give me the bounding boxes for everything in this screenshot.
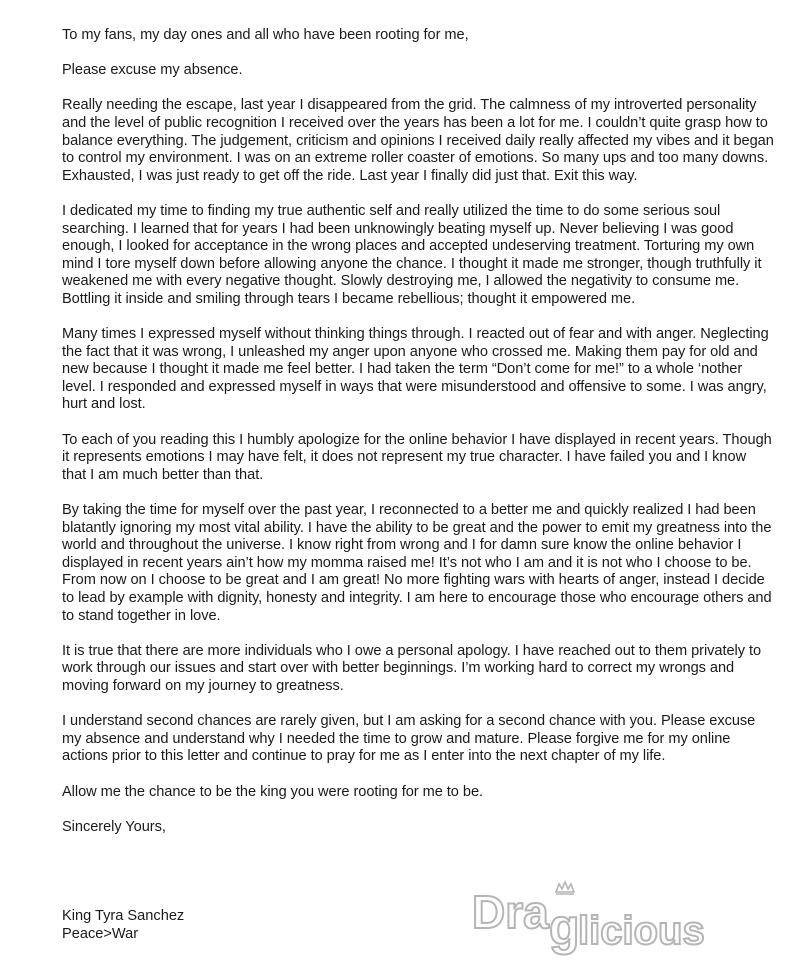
letter-body <box>62 27 774 854</box>
signature-block <box>62 908 184 943</box>
signature-tagline: Peace>War <box>62 925 139 942</box>
letter-paragraph: To each of you reading this I humbly apologize for the online behavior I have displayed in recent years. Though it represents emotions I may have felt, it does not represent my true character. I have failed you and I know that I am much better than that. <box>62 431 772 483</box>
signature-name: King Tyra Sanchez <box>62 908 185 924</box>
letter-paragraph: Many times I expressed myself without thinking things through. I reacted out of fear and with anger. Neglecting the fact that it was wrong, I unleashed my anger upon anyone who crossed me. Making them pay for old and new because I thought it made me feel better. I had taken the term “Don’t come for me!” to a whole ‘nother level. I responded and expressed myself in ways that were misunderstood and offensive to some. I was angry, hurt and lost. <box>62 326 769 413</box>
crown-icon <box>556 882 574 894</box>
letter-closing: Sincerely Yours, <box>62 818 166 835</box>
letter-paragraph: It is true that there are more individuals who I owe a personal apology. I have reached out to them privately to work through our issues and start over with better beginnings. I’m working hard to correct my wrongs and moving forward on my journey to greatness. <box>62 642 762 694</box>
letter-paragraph: I understand second chances are rarely given, but I am asking for a second chance with you. Please excuse my absence and understand why I needed the time to grow and mature. Please forgive me for my online actions prior to this letter and continue to pray for me as I enter into the next chapter of my life. <box>62 713 756 765</box>
letter-paragraph: Please excuse my absence. <box>62 62 243 79</box>
watermark-text-licious: licious <box>578 909 705 953</box>
letter-paragraph: Allow me the chance to be the king you were rooting for me to be. <box>62 783 484 800</box>
watermark-text-dra: Dra <box>472 886 549 938</box>
letter-greeting: To my fans, my day ones and all who have been rooting for me, <box>62 27 469 43</box>
letter-paragraph: I dedicated my time to finding my true authentic self and really utilized the time to do some serious soul searching. I learned that for years I had been unknowingly beating myself up. Never believing I was good enough, I looked for acceptance in the wrong places and accepted undeserving treatment. Torturing my own mind I tore myself down before allowing anyone the chance. I thought it made me stronger, though truthfully it weakened me with every negative thought. Slowly destroying me, I allowed the negativity to consume me. Bottling it inside and smiling through tears I became rebellious; thought it empowered me. <box>62 202 762 307</box>
watermark-logo <box>470 878 710 958</box>
letter-paragraph: By taking the time for myself over the past year, I reconnected to a better me and quickly realized I had been blatantly ignoring my most vital ability. I have the ability to be great and the power to emit my greatness into the world and throughout the universe. I know right from wrong and I for damn sure know the online behavior I displayed in recent years ain’t how my momma raised me! It’s not who I am and it is not who I choose to be. From now on I choose to be great and I am great! No more fighting wars with hearts of anger, instead I decide to lead by example with dignity, honesty and integrity. I am here to encourage those who encourage others and to stand together in love. <box>62 502 772 624</box>
draglicious-watermark <box>470 878 710 958</box>
watermark-letter-g: g <box>549 899 580 955</box>
letter-paragraph: Really needing the escape, last year I disappeared from the grid. The calmness of my introverted personality and the level of public recognition I received over the years has been a lot for me. I couldn’t quite grasp how to balance everything. The judgement, criticism and opinions I received daily really affected my vibes and it began to control my environment. I was on an extreme roller coaster of emotions. So many ups and too many downs. Exhausted, I was just ready to get off the ride. Last year I finally did just that. Exit this way. <box>62 97 774 184</box>
